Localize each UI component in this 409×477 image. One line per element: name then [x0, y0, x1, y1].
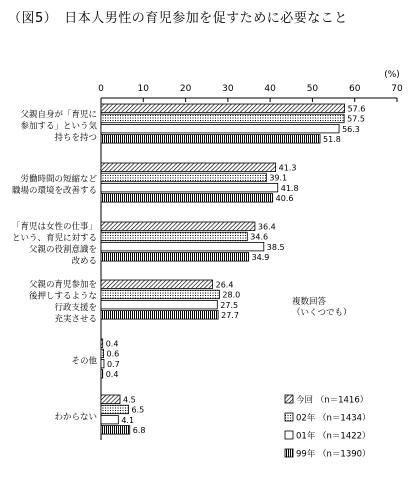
- bar: [101, 222, 255, 231]
- bar: [101, 124, 339, 132]
- bar-value-label: 4.1: [121, 415, 135, 425]
- bar-value-label: 36.4: [257, 222, 276, 232]
- bar-value-label: 0.7: [106, 359, 120, 369]
- category-label: 改める: [71, 256, 97, 267]
- bar-value-label: 6.5: [131, 405, 145, 415]
- category-label: 充実させる: [54, 314, 97, 325]
- bar: [101, 183, 278, 192]
- x-tick-label: 50: [306, 84, 319, 94]
- bar-value-label: 0.6: [106, 349, 120, 359]
- bar-value-label: 57.6: [347, 104, 366, 114]
- annotation-text: 複数回答: [292, 297, 327, 307]
- bar-value-label: 51.8: [323, 135, 341, 145]
- category-label: 労働時間の短縮など: [20, 174, 97, 185]
- bar: [101, 311, 218, 320]
- legend-label: 01年 （n＝1422）: [296, 431, 371, 442]
- bar-value-label: 41.8: [280, 183, 299, 193]
- category-label: 父親の役割意識を: [28, 245, 97, 256]
- legend: [285, 395, 371, 460]
- bar: [101, 253, 249, 262]
- legend-label: 02年 （n＝1434）: [296, 413, 371, 424]
- unit-label: (%): [384, 70, 400, 80]
- category-label: その他: [71, 356, 97, 367]
- bar: [101, 290, 219, 299]
- bar: [101, 370, 103, 379]
- bar-value-label: 0.4: [105, 339, 119, 349]
- category-label: わからない: [54, 412, 97, 423]
- bar: [101, 395, 120, 404]
- bar-value-label: 0.4: [105, 370, 119, 380]
- legend-swatch: [285, 449, 293, 457]
- bar: [101, 104, 345, 113]
- bar-value-label: 34.9: [251, 253, 270, 263]
- category-label: 後押しするような: [28, 291, 97, 302]
- chart-title: （図5） 日本人男性の育児参加を促すために必要なこと: [8, 11, 348, 26]
- legend-swatch: [285, 413, 293, 421]
- bar: [101, 135, 320, 144]
- x-tick-label: 0: [98, 84, 104, 94]
- bar: [101, 405, 128, 414]
- bar: [101, 194, 273, 203]
- x-tick-label: 70: [391, 84, 403, 94]
- bar-value-label: 28.0: [222, 290, 241, 300]
- bar: [101, 173, 266, 182]
- category-label: 「育児は女性の仕事」: [11, 222, 97, 233]
- bar: [101, 300, 217, 309]
- x-tick-label: 20: [179, 84, 192, 94]
- bar: [101, 114, 344, 123]
- bar-value-label: 26.4: [215, 280, 234, 290]
- category-label: 持ちを持つ: [54, 132, 97, 143]
- bar: [101, 339, 103, 348]
- bar-value-label: 57.5: [347, 114, 365, 124]
- category-label: 職場の環境を改善する: [11, 186, 97, 197]
- bar: [101, 349, 104, 358]
- bar-value-label: 6.8: [132, 426, 146, 436]
- x-tick-label: 30: [222, 84, 234, 94]
- bar: [101, 415, 118, 424]
- bar-value-label: 39.1: [269, 173, 288, 183]
- bars: [101, 104, 365, 435]
- bar-value-label: 41.3: [278, 163, 297, 173]
- x-tick-label: 60: [348, 84, 361, 94]
- bar: [101, 232, 247, 241]
- bar-value-label: 34.6: [250, 232, 269, 242]
- x-tick-label: 40: [264, 84, 276, 94]
- bar: [101, 163, 276, 172]
- bar: [101, 359, 104, 368]
- category-label: 行政支援を: [54, 303, 97, 314]
- bar: [101, 280, 213, 289]
- bar: [101, 426, 130, 435]
- category-labels: [12, 109, 98, 423]
- bar-value-label: 27.5: [220, 300, 239, 310]
- legend-swatch: [285, 395, 293, 403]
- category-label: という、育児に対する: [11, 233, 97, 244]
- bar-value-label: 27.7: [221, 311, 239, 321]
- legend-label: 今回 （n＝1416）: [296, 395, 369, 406]
- annotation-text: （いくつでも）: [292, 308, 352, 318]
- legend-swatch: [285, 431, 293, 439]
- bar: [101, 242, 264, 251]
- category-label: 父親の育児参加を: [28, 280, 97, 291]
- bar-value-label: 38.5: [266, 242, 285, 252]
- bar-value-label: 56.3: [342, 124, 360, 134]
- annotation: [292, 296, 352, 318]
- x-tick-label: 10: [137, 84, 150, 94]
- category-label: 参加する」という気: [20, 121, 97, 132]
- category-label: 父親自身が「育児に: [20, 109, 97, 120]
- legend-label: 99年 （n＝1390）: [296, 449, 371, 460]
- bar-value-label: 4.5: [123, 395, 136, 405]
- bar-value-label: 40.6: [275, 194, 294, 204]
